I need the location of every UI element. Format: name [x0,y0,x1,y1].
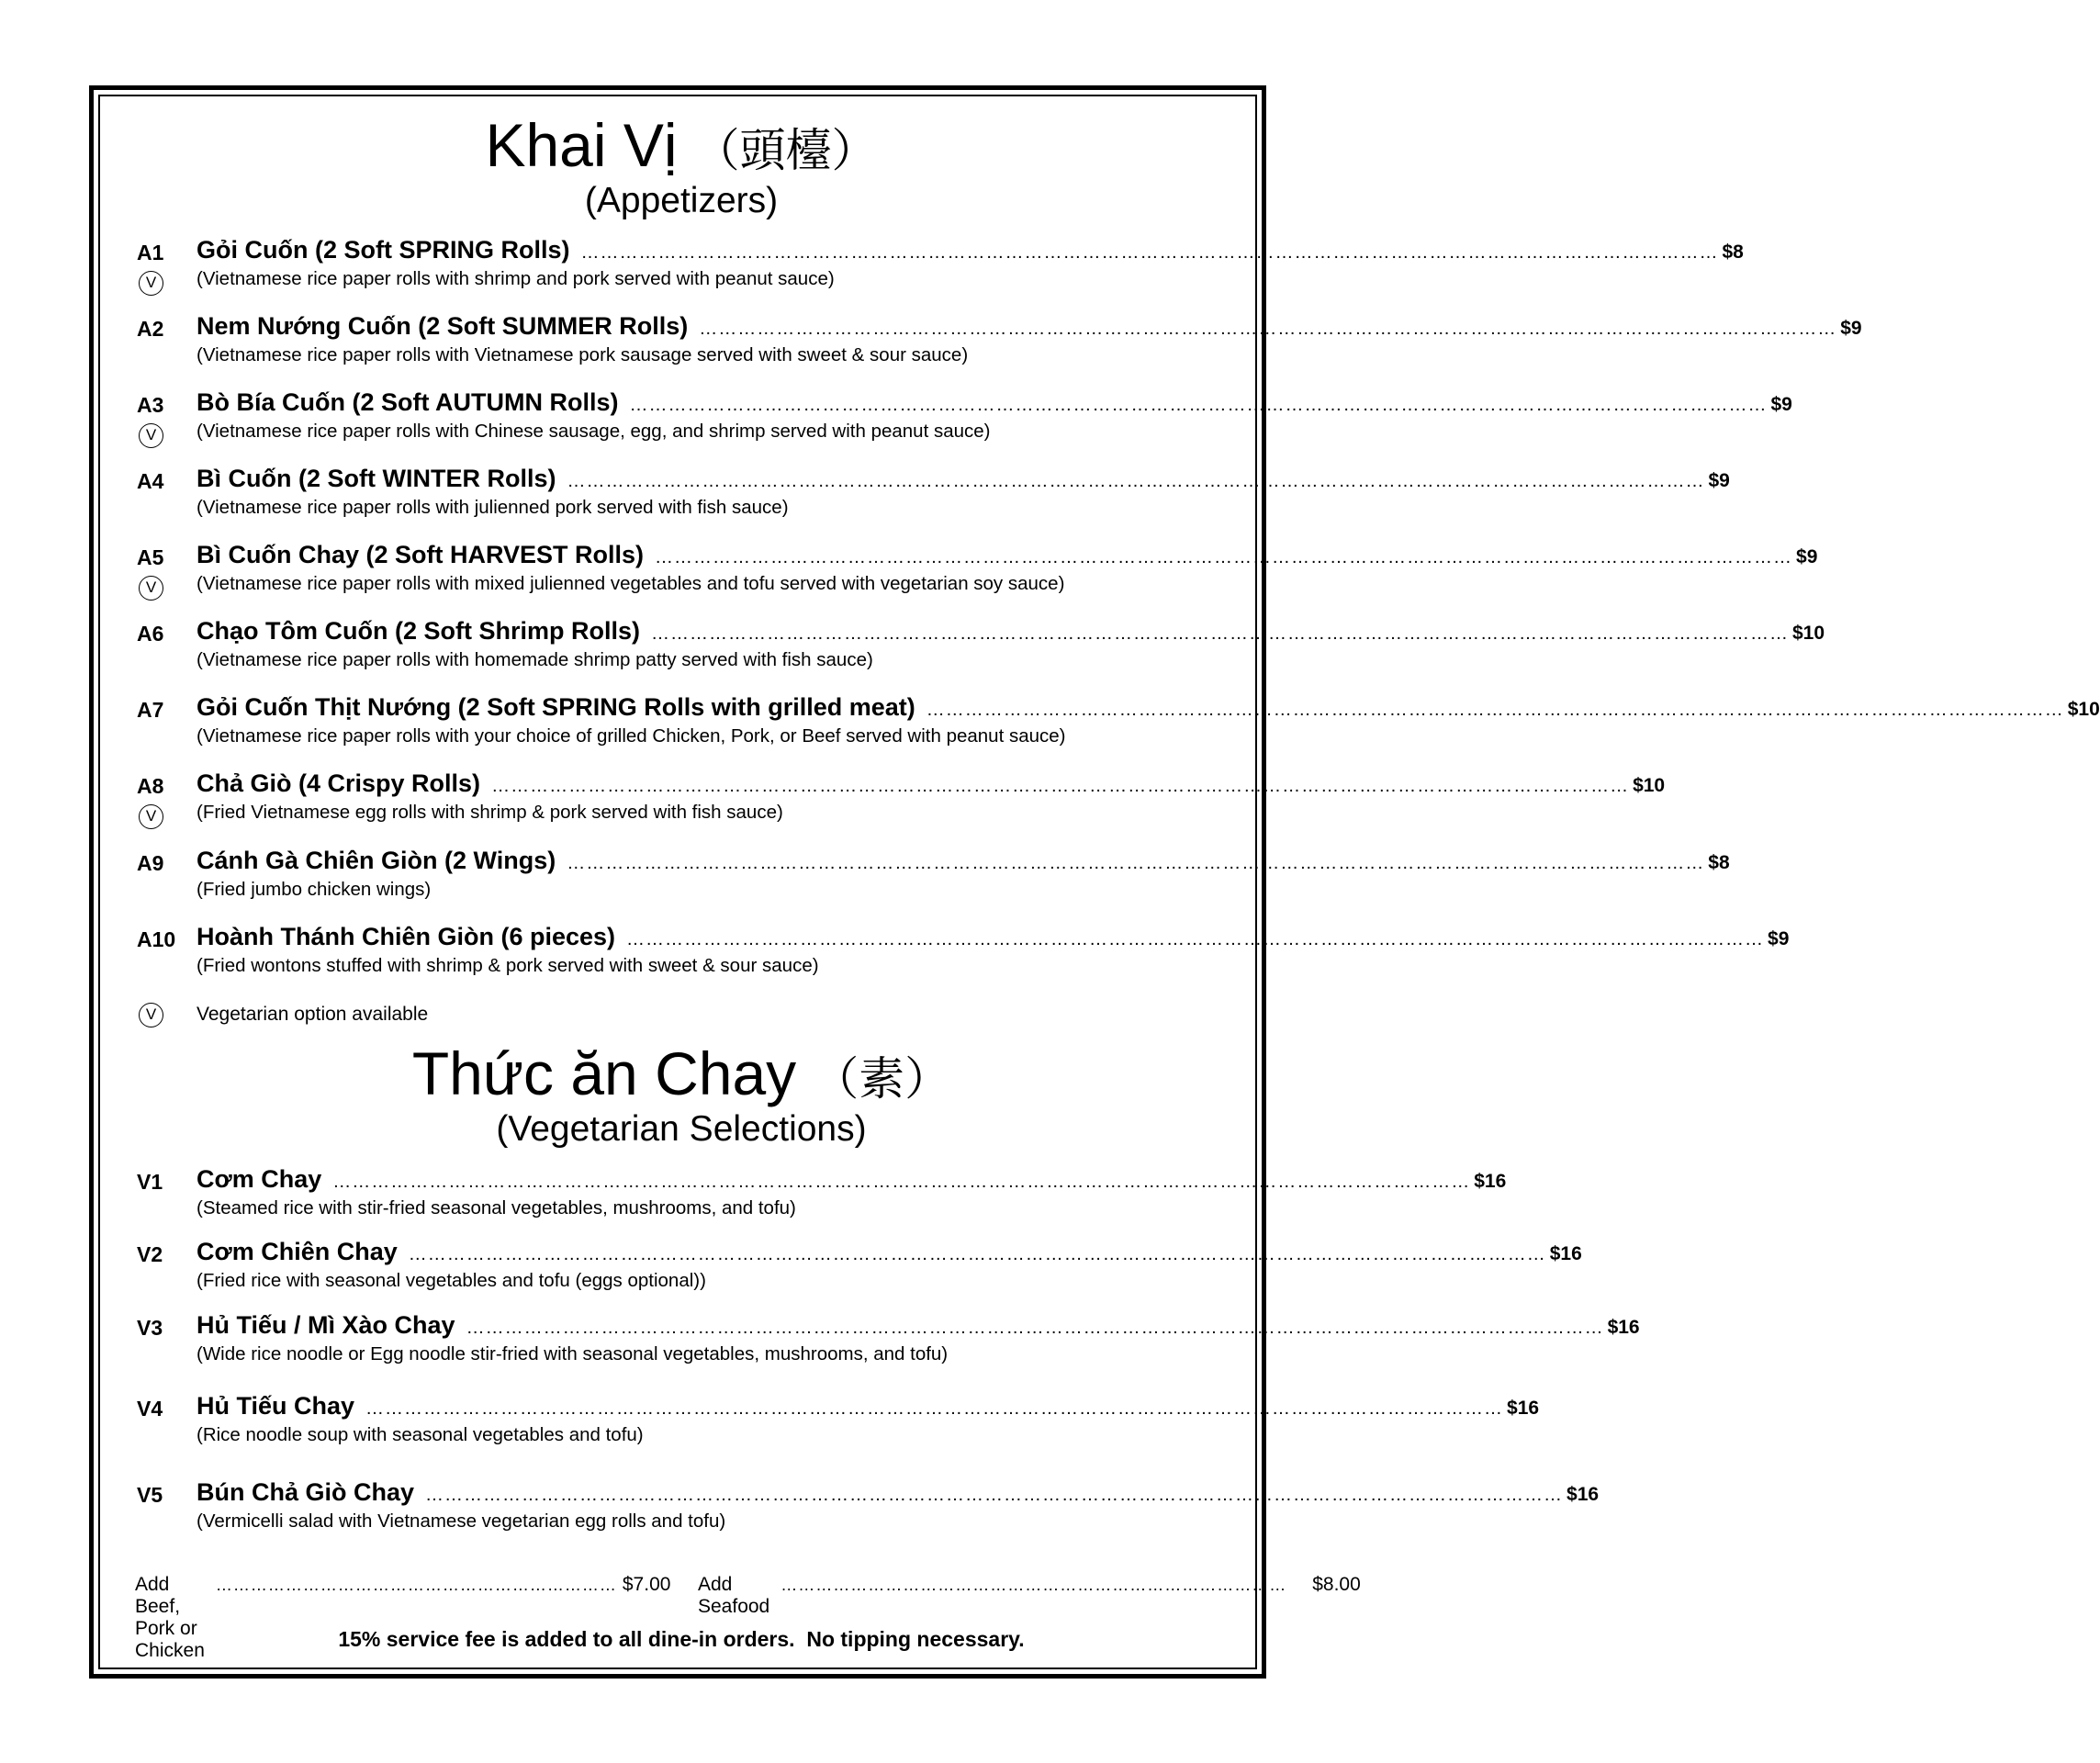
item-name: Bì Cuốn (2 Soft WINTER Rolls) [197,465,556,492]
leader-dots: …………………………………………………………………………………………………………………………………………………………… [650,623,1789,644]
item-code: A10 [137,927,176,951]
item-price: $9 [1708,470,1730,491]
leader-dots: …………………………………………………………………………………………………………………………………………………………… [567,471,1705,491]
item-name: Bì Cuốn Chay (2 Soft HARVEST Rolls) [197,541,645,568]
item-description: (Steamed rice with stir-fried seasonal vegetables, mushrooms, and tofu) [197,1197,796,1218]
item-description: (Vietnamese rice paper rolls with Vietnamese pork sausage served with sweet & sour sauce) [197,344,969,365]
menu-item [129,1387,1540,1461]
menu-item [129,1233,1582,1307]
leader-dots: …………………………………………………………………………………………………………………………………………………………… [408,1244,1546,1264]
item-price: $8 [1708,852,1730,873]
item-price: $8 [1722,241,1744,263]
item-code: A5 [137,545,164,569]
item-description: (Fried jumbo chicken wings) [197,879,432,900]
item-price: $16 [1549,1243,1582,1264]
vegetarian-title-chinese: （素） [813,1052,951,1106]
item-code: V3 [137,1316,163,1340]
item-price: $16 [1474,1171,1507,1192]
menu-item [129,689,2100,762]
item-code: V1 [137,1170,163,1194]
leader-dots: …………………………………………………………………………………………………………………………………………………………… [567,853,1705,873]
item-name: Cơm Chiên Chay [197,1238,398,1265]
menu-item [129,536,1818,610]
leader-dots: …………………………………………………………………………………………………………………………………………………………… [629,395,1768,415]
leader-dots: …………………………………………………………… [215,1576,617,1594]
item-price: $10 [1791,623,1825,644]
addon-price: $7.00 [622,1574,671,1595]
item-price: $9 [1796,546,1818,567]
item-description: (Vietnamese rice paper rolls with your choice of grilled Chicken, Pork, or Beef served with peanut sauce) [197,725,1066,747]
menu-item [129,384,1792,457]
item-name: Cánh Gà Chiên Giòn (2 Wings) [197,847,556,874]
menu-item [129,842,1730,915]
item-name: Chạo Tôm Cuốn (2 Soft Shrimp Rolls) [197,617,640,645]
item-description: (Vietnamese rice paper rolls with homemade shrimp patty served with fish sauce) [197,649,873,670]
item-name: Nem Nướng Cuốn (2 Soft SUMMER Rolls) [197,312,689,340]
menu-item [129,1474,1600,1547]
item-price: $9 [1770,394,1792,415]
vegetarian-subtitle: (Vegetarian Selections) [496,1109,867,1149]
item-name: Chả Giò (4 Crispy Rolls) [197,769,481,797]
leader-dots: …………………………………………………………………………………………………………………………………………………………… [655,547,1793,567]
leader-dots: …………………………………………………………………………………………………………………………………………………………… [626,929,1765,949]
addon-row [698,1574,1361,1618]
leader-dots: …………………………………………………………………………………………………………………………………………………………… [466,1318,1604,1338]
vegetarian-title-text: Thức ăn Chay [411,1039,797,1107]
item-name: Hoành Thánh Chiên Giòn (6 pieces) [197,923,616,950]
appetizers-title-text: Khai Vị [485,111,678,179]
item-code: A6 [137,622,164,646]
menu-item [129,308,1862,381]
leader-dots: …………………………………………………………………………………………………………………………………………………………… [491,776,1630,796]
addon-label: Add Beef, Pork or Chicken [135,1574,205,1661]
vegetarian-option-icon: V [139,1003,163,1027]
leader-dots: …………………………………………………………………………………………………………………………………………………………… [926,700,2064,720]
item-code: V4 [137,1397,163,1421]
appetizers-subtitle: (Appetizers) [584,181,779,220]
item-description: (Vietnamese rice paper rolls with mixed julienned vegetables and tofu served with vegetarian soy sauce) [197,573,1065,594]
item-description: (Vietnamese rice paper rolls with Chinese sausage, egg, and shrimp served with peanut sauce) [197,421,991,442]
item-code: A3 [137,393,164,417]
appetizers-title [0,110,1363,180]
item-description: (Fried Vietnamese egg rolls with shrimp & pork served with fish sauce) [197,802,783,823]
item-description: (Fried rice with seasonal vegetables and tofu (eggs optional)) [197,1270,706,1291]
leader-dots: …………………………………………………………………………………………………………………………………………………………… [699,319,1837,339]
item-code: V2 [137,1242,163,1266]
menu-item [129,918,1790,992]
item-code: A9 [137,851,164,875]
item-price: $16 [1507,1398,1540,1419]
menu-item [129,1161,1507,1234]
item-name: Hủ Tiếu Chay [197,1392,355,1420]
item-description: (Fried wontons stuffed with shrimp & pork served with sweet & sour sauce) [197,955,819,976]
item-name: Gỏi Cuốn (2 Soft SPRING Rolls) [197,236,570,264]
leader-dots: …………………………………………………………………………………………………………………………………………………………… [365,1398,1504,1419]
menu-item [129,765,1666,838]
item-price: $9 [1840,318,1862,339]
item-code: A2 [137,317,164,341]
legend-text: Vegetarian option available [197,1004,429,1025]
leader-dots: …………………………………………………………………………………………………………………………………………………………… [332,1172,1471,1192]
menu-item [129,231,1744,305]
item-name: Bún Chả Giò Chay [197,1478,415,1506]
addon-label: Add Seafood [698,1574,770,1617]
vegetarian-option-icon: V [139,804,163,829]
appetizers-title-chinese: （頭檯） [693,124,878,177]
item-description: (Rice noodle soup with seasonal vegetables and tofu) [197,1424,644,1445]
item-name: Gỏi Cuốn Thịt Nướng (2 Soft SPRING Rolls with grilled meat) [197,693,915,721]
leader-dots: …………………………………………………………………………… [780,1576,1287,1594]
item-price: $16 [1567,1484,1600,1505]
vegetarian-option-icon: V [139,423,163,448]
vegetarian-title [0,1039,1363,1108]
menu-item [129,1307,1640,1380]
item-description: (Vietnamese rice paper rolls with julienned pork served with fish sauce) [197,497,789,518]
item-price: $16 [1607,1317,1640,1338]
item-description: (Vietnamese rice paper rolls with shrimp and pork served with peanut sauce) [197,268,835,289]
menu-item [129,460,1730,533]
item-name: Hủ Tiếu / Mì Xào Chay [197,1311,455,1339]
item-code: A7 [137,698,164,722]
item-price: $10 [1633,775,1666,796]
item-price: $9 [1768,928,1790,949]
leader-dots: …………………………………………………………………………………………………………………………………………………………… [580,242,1719,263]
item-name: Cơm Chay [197,1165,322,1193]
item-code: A4 [137,469,164,493]
item-description: (Vermicelli salad with Vietnamese vegetarian egg rolls and tofu) [197,1510,726,1532]
item-code: A1 [137,241,164,264]
menu-item [129,612,1825,686]
vegetarian-option-icon: V [139,271,163,296]
item-name: Bò Bía Cuốn (2 Soft AUTUMN Rolls) [197,388,619,416]
item-price: $10 [2067,699,2100,720]
leader-dots: …………………………………………………………………………………………………………………………………………………………… [425,1485,1564,1505]
addon-price: $8.00 [1312,1574,1361,1595]
item-description: (Wide rice noodle or Egg noodle stir-fried with seasonal vegetables, mushrooms, and tofu) [197,1343,949,1364]
vegetarian-option-icon: V [139,576,163,601]
item-code: A8 [137,774,164,798]
item-code: V5 [137,1483,163,1507]
service-fee-note: 15% service fee is added to all dine-in orders. No tipping necessary. [338,1627,1025,1651]
